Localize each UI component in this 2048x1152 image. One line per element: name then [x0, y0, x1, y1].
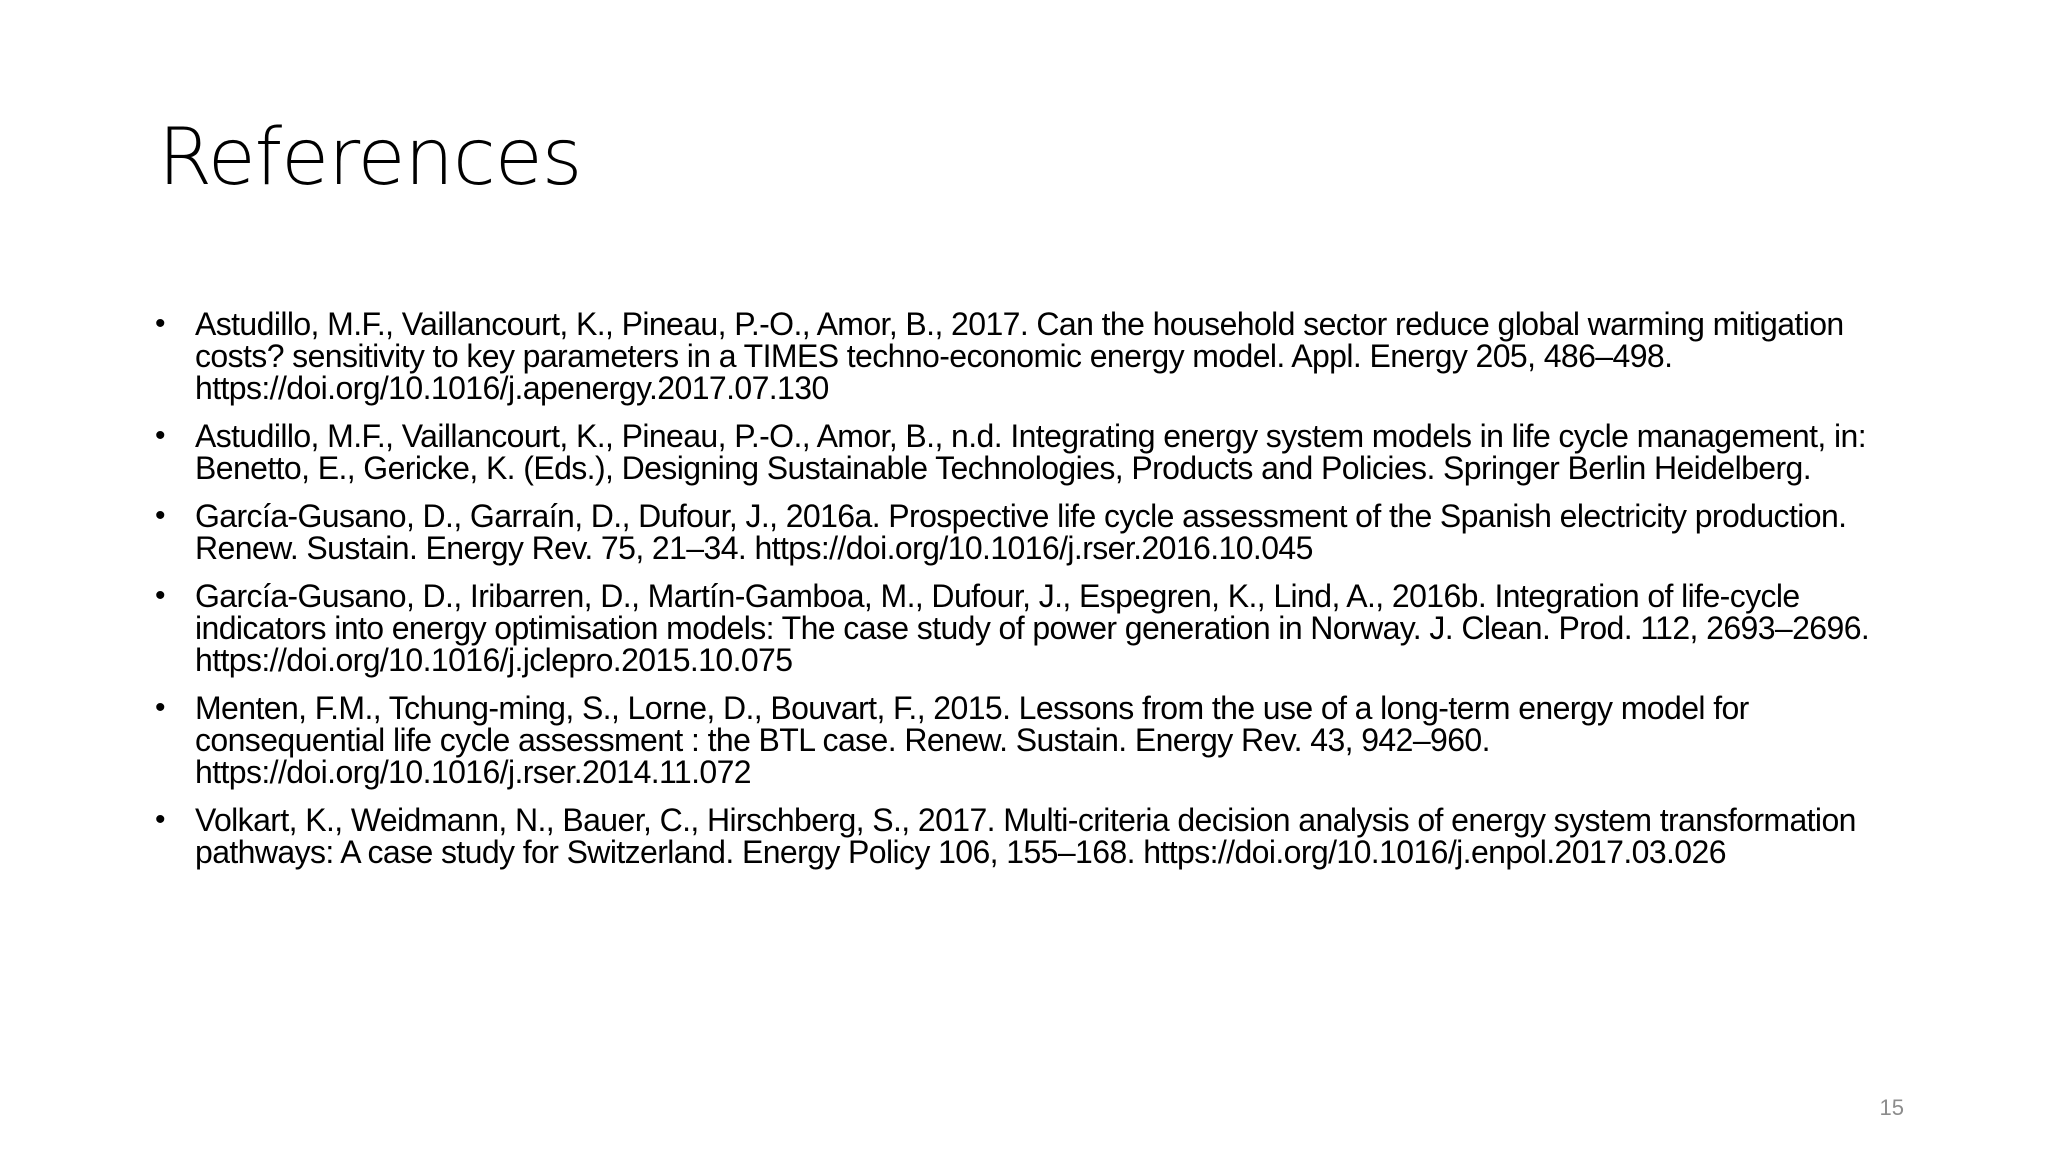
reference-list	[155, 308, 1895, 884]
page-number: 15	[1879, 1095, 1904, 1120]
reference-item	[155, 420, 1895, 484]
reference-text: Menten, F.M., Tchung-ming, S., Lorne, D., Bouvart, F., 2015. Lessons from the use of a long-term energy model for consequential life cycle assessment : the BTL case. Renew. Sustain. Energy Rev. 43, 942–960. https://doi.org/10.1016/j.rser.2014.11.072	[195, 690, 1749, 790]
slide-title: References	[158, 113, 582, 203]
reference-text: Volkart, K., Weidmann, N., Bauer, C., Hirschberg, S., 2017. Multi-criteria decision analysis of energy system transformation pathways: A case study for Switzerland. Energy Policy 106, 155–168. https://doi.org/10.1016/j.enpol.2017.03.026	[195, 802, 1856, 870]
bullet-icon: •	[155, 307, 165, 340]
reference-text: Astudillo, M.F., Vaillancourt, K., Pineau, P.-O., Amor, B., n.d. Integrating energy system models in life cycle management, in: Benetto, E., Gericke, K. (Eds.), Designing Sustainable Technologies, Products and Policies. Springer Berlin Heidelberg.	[195, 418, 1866, 486]
bullet-icon: •	[155, 419, 165, 452]
bullet-icon: •	[155, 499, 165, 532]
bullet-icon: •	[155, 803, 165, 836]
bullet-icon: •	[155, 691, 165, 724]
reference-item	[155, 692, 1895, 788]
reference-text: Astudillo, M.F., Vaillancourt, K., Pineau, P.-O., Amor, B., 2017. Can the household sector reduce global warming mitigation costs? sensitivity to key parameters in a TIMES techno-economic energy model. Appl. Energy 205, 486–498. https://doi.org/10.1016/j.apenergy.2017.07.130	[195, 306, 1844, 406]
reference-item	[155, 500, 1895, 564]
reference-item	[155, 580, 1895, 676]
reference-item	[155, 804, 1895, 868]
reference-text: García-Gusano, D., Iribarren, D., Martín-Gamboa, M., Dufour, J., Espegren, K., Lind, A., 2016b. Integration of life-cycle indicators into energy optimisation models: The case study of power generation in Norway. J. Clean. Prod. 112, 2693–2696. https://doi.org/10.1016/j.jclepro.2015.10.075	[195, 578, 1870, 678]
reference-text: García-Gusano, D., Garraín, D., Dufour, J., 2016a. Prospective life cycle assessment of the Spanish electricity production. Renew. Sustain. Energy Rev. 75, 21–34. https://doi.org/10.1016/j.rser.2016.10.045	[195, 498, 1847, 566]
bullet-icon: •	[155, 579, 165, 612]
reference-item	[155, 308, 1895, 404]
